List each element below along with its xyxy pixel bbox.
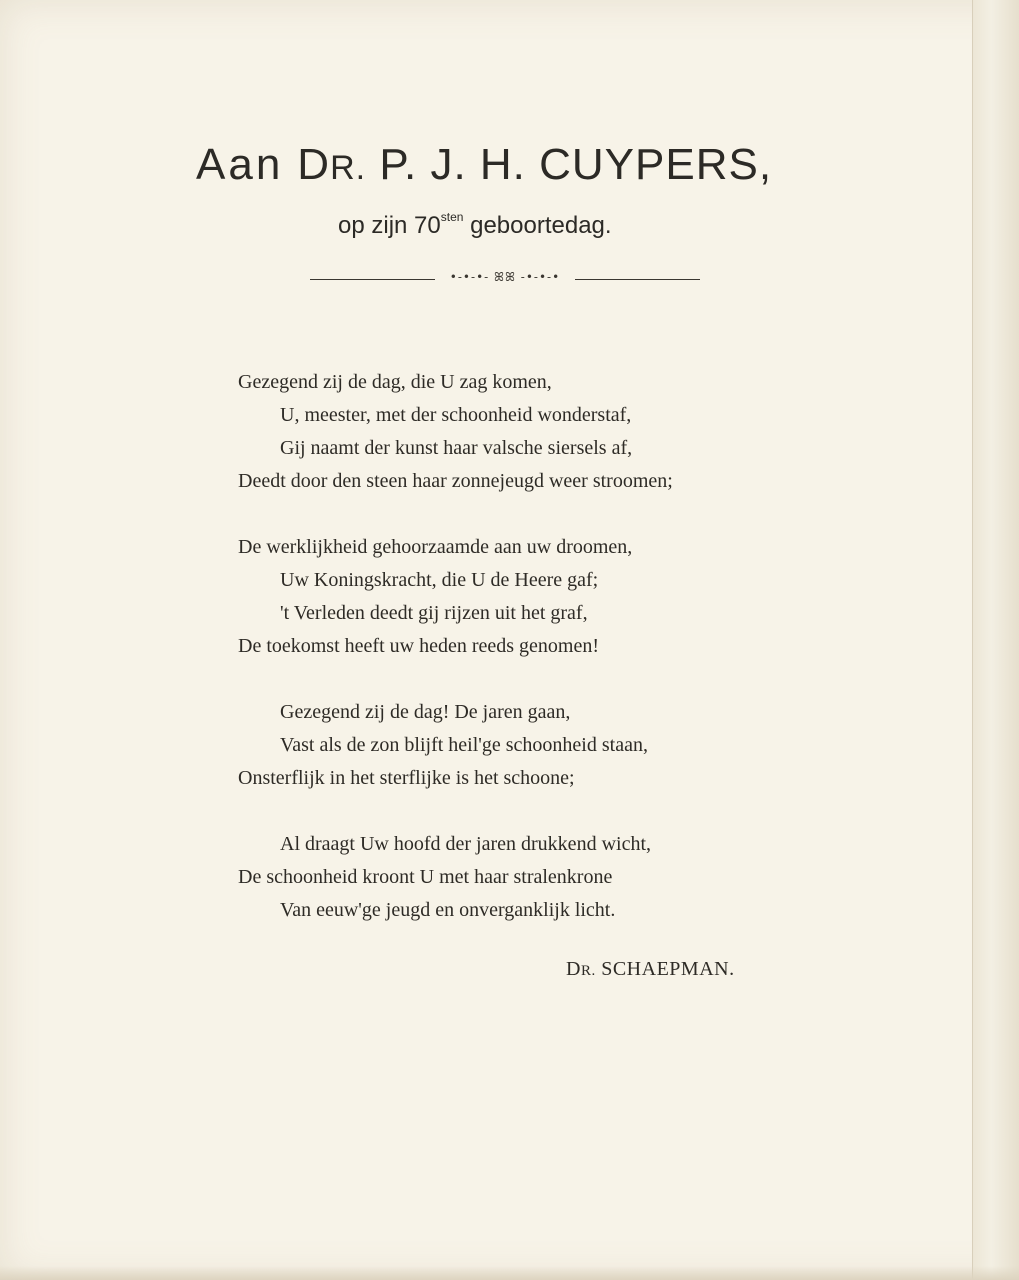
title-dr-rest: R. [330, 149, 367, 187]
poem-line: Gezegend zij de dag! De jaren gaan, [280, 701, 571, 723]
stanza-4 [238, 828, 798, 927]
stanza-1 [238, 366, 798, 498]
subtitle-superscript: sten [440, 210, 464, 224]
divider-line-left [310, 279, 435, 280]
signature-dr-rest: R. [580, 963, 596, 979]
subtitle-prefix: op zijn 70 [338, 212, 441, 239]
poem-line: 't Verleden deedt gij rijzen uit het graf, [280, 602, 588, 624]
page-bottom-edge [0, 1266, 1019, 1280]
poem-line: De werklijkheid gehoorzaamde aan uw droomen, [238, 536, 633, 558]
poem [238, 366, 798, 960]
poem-line: De toekomst heeft uw heden reeds genomen! [238, 635, 599, 657]
poem-line: Onsterflijk in het sterflijke is het schoone; [238, 767, 575, 789]
author-signature [566, 958, 735, 981]
title-aan: Aan [196, 140, 284, 189]
poem-line: Al draagt Uw hoofd der jaren drukkend wicht, [280, 833, 651, 855]
stanza-2 [238, 531, 798, 663]
title-dr-initial: D [297, 140, 331, 189]
poem-line: Uw Koningskracht, die U de Heere gaf; [280, 569, 599, 591]
poem-line: Gezegend zij de dag, die U zag komen, [238, 371, 552, 393]
ornamental-divider [310, 270, 700, 288]
poem-line: U, meester, met der schoonheid wonderstaf, [280, 404, 632, 426]
divider-line-right [575, 279, 700, 280]
poem-line: De schoonheid kroont U met haar stralenkrone [238, 866, 613, 888]
title-name: P. J. H. CUYPERS, [379, 140, 773, 189]
subtitle-suffix: geboortedag. [463, 212, 612, 239]
dedication-subtitle [338, 210, 798, 240]
poem-line: Deedt door den steen haar zonnejeugd weer stroomen; [238, 470, 673, 492]
poem-line: Van eeuw'ge jeugd en onverganklijk licht. [280, 899, 616, 921]
poem-line: Gij naamt der kunst haar valsche siersels af, [280, 437, 633, 459]
page-fold-edge [972, 0, 1019, 1280]
dedication-title [196, 140, 836, 190]
signature-dr-initial: D [566, 958, 581, 980]
signature-name: SCHAEPMAN. [595, 958, 735, 980]
stanza-3 [238, 696, 798, 795]
poem-line: Vast als de zon blijft heil'ge schoonheid staan, [280, 734, 648, 756]
divider-ornament: •-•-•- ꕤꕤ -•-•-• [449, 270, 561, 284]
